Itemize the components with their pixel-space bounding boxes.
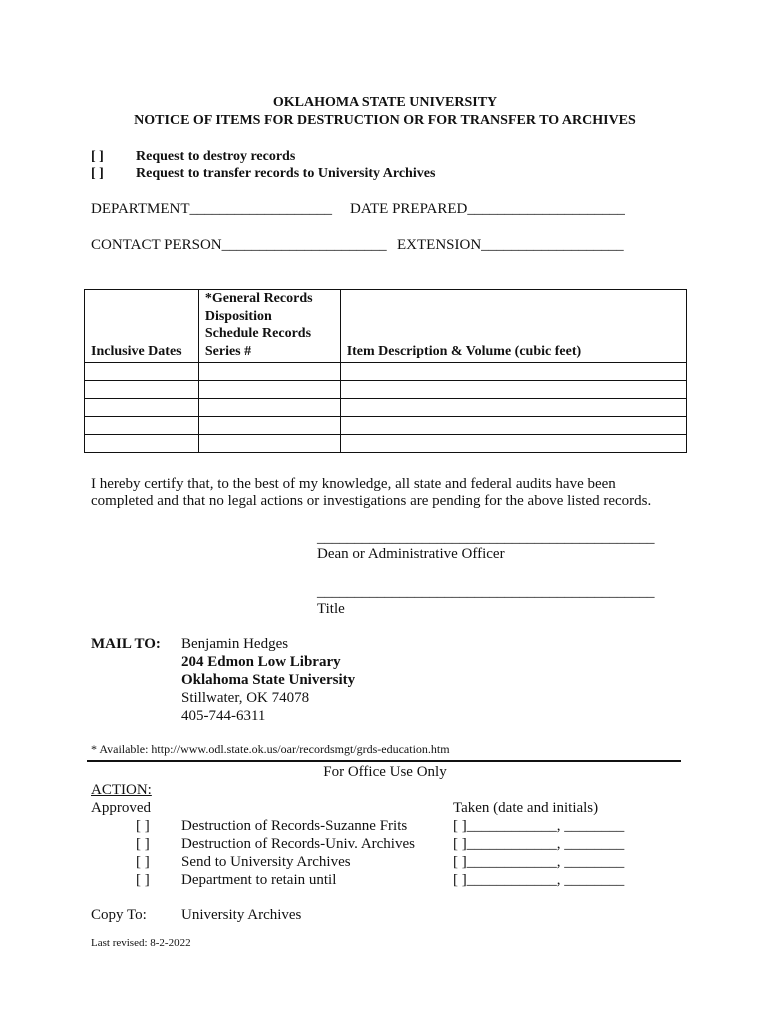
table-cell[interactable] (340, 381, 686, 399)
series-header (198, 290, 340, 363)
table-row (85, 417, 687, 435)
table-cell[interactable] (198, 435, 340, 453)
taken-label: Taken (date and initials) (453, 800, 599, 816)
table-cell[interactable] (85, 381, 199, 399)
approve-checkbox[interactable]: [ ] (136, 872, 150, 888)
mail-name: Benjamin Hedges (181, 636, 289, 652)
mail-city: Stillwater, OK 74078 (181, 690, 310, 706)
table-cell[interactable] (340, 417, 686, 435)
series-header-line: Series # (204, 343, 252, 359)
certification-line: completed and that no legal actions or investigations are pending for the above listed records. (91, 493, 652, 509)
item-description-header: Item Description & Volume (cubic feet) (340, 290, 686, 363)
table-row (85, 435, 687, 453)
transfer-checkbox[interactable]: [ ] (91, 166, 104, 181)
table-cell[interactable] (340, 363, 686, 381)
certification-line: I hereby certify that, to the best of my knowledge, all state and federal audits have been (91, 476, 616, 492)
approved-label: Approved (91, 800, 151, 816)
table-row (85, 399, 687, 417)
table-cell[interactable] (198, 381, 340, 399)
last-revised: Last revised: 8-2-2022 (91, 937, 191, 949)
footnote: * Available: http://www.odl.state.ok.us/oar/recordsmgt/grds-education.htm (91, 742, 450, 756)
table-cell[interactable] (85, 363, 199, 381)
table-cell[interactable] (340, 435, 686, 453)
action-label: ACTION: (91, 782, 152, 798)
series-header-line: Disposition (204, 308, 272, 324)
title-signature-line[interactable]: _____________________________________________ (317, 584, 655, 600)
date-prepared-field[interactable]: DATE PREPARED_____________________ (350, 201, 625, 217)
action-label-item: Department to retain until (181, 872, 337, 888)
form-title-notice: NOTICE OF ITEMS FOR DESTRUCTION OR FOR TRANSFER TO ARCHIVES (134, 113, 636, 128)
approve-checkbox[interactable]: [ ] (136, 836, 150, 852)
copy-to-label: Copy To: (91, 907, 147, 923)
divider (87, 760, 681, 762)
taken-field[interactable]: [ ]____________, ________ (453, 854, 625, 870)
series-header-line: Schedule Records (204, 326, 312, 342)
mail-phone: 405-744-6311 (181, 708, 266, 724)
table-row (85, 363, 687, 381)
taken-field[interactable]: [ ]____________, ________ (453, 836, 625, 852)
action-label-item: Send to University Archives (181, 854, 351, 870)
table-cell[interactable] (198, 417, 340, 435)
form-title-institution: OKLAHOMA STATE UNIVERSITY (272, 95, 498, 110)
dean-label: Dean or Administrative Officer (317, 546, 505, 562)
table-cell[interactable] (198, 363, 340, 381)
mail-address1: 204 Edmon Low Library (181, 654, 341, 670)
taken-field[interactable]: [ ]____________, ________ (453, 818, 625, 834)
copy-to-value: University Archives (181, 907, 302, 923)
extension-field[interactable]: EXTENSION___________________ (397, 237, 624, 253)
title-label: Title (317, 601, 345, 617)
department-field[interactable]: DEPARTMENT___________________ (91, 201, 333, 217)
action-label-item: Destruction of Records-Suzanne Frits (181, 818, 408, 834)
table-cell[interactable] (85, 399, 199, 417)
records-table (84, 289, 687, 453)
transfer-request-label: Request to transfer records to University Archives (136, 166, 436, 181)
table-row (85, 381, 687, 399)
approve-checkbox[interactable]: [ ] (136, 818, 150, 834)
destroy-request-label: Request to destroy records (136, 149, 296, 164)
table-cell[interactable] (340, 399, 686, 417)
office-use-heading: For Office Use Only (323, 764, 447, 780)
table-cell[interactable] (198, 399, 340, 417)
table-cell[interactable] (85, 417, 199, 435)
mail-address2: Oklahoma State University (181, 672, 356, 688)
table-header-row (85, 290, 687, 363)
series-header-line: *General Records (204, 291, 313, 306)
approve-checkbox[interactable]: [ ] (136, 854, 150, 870)
action-label-item: Destruction of Records-Univ. Archives (181, 836, 415, 852)
destroy-checkbox[interactable]: [ ] (91, 149, 104, 164)
dean-signature-line[interactable]: _____________________________________________ (317, 530, 655, 546)
taken-field[interactable]: [ ]____________, ________ (453, 872, 625, 888)
table-cell[interactable] (85, 435, 199, 453)
inclusive-dates-header: Inclusive Dates (85, 290, 199, 363)
contact-person-field[interactable]: CONTACT PERSON______________________ (91, 237, 387, 253)
mail-to-label: MAIL TO: (91, 636, 161, 652)
